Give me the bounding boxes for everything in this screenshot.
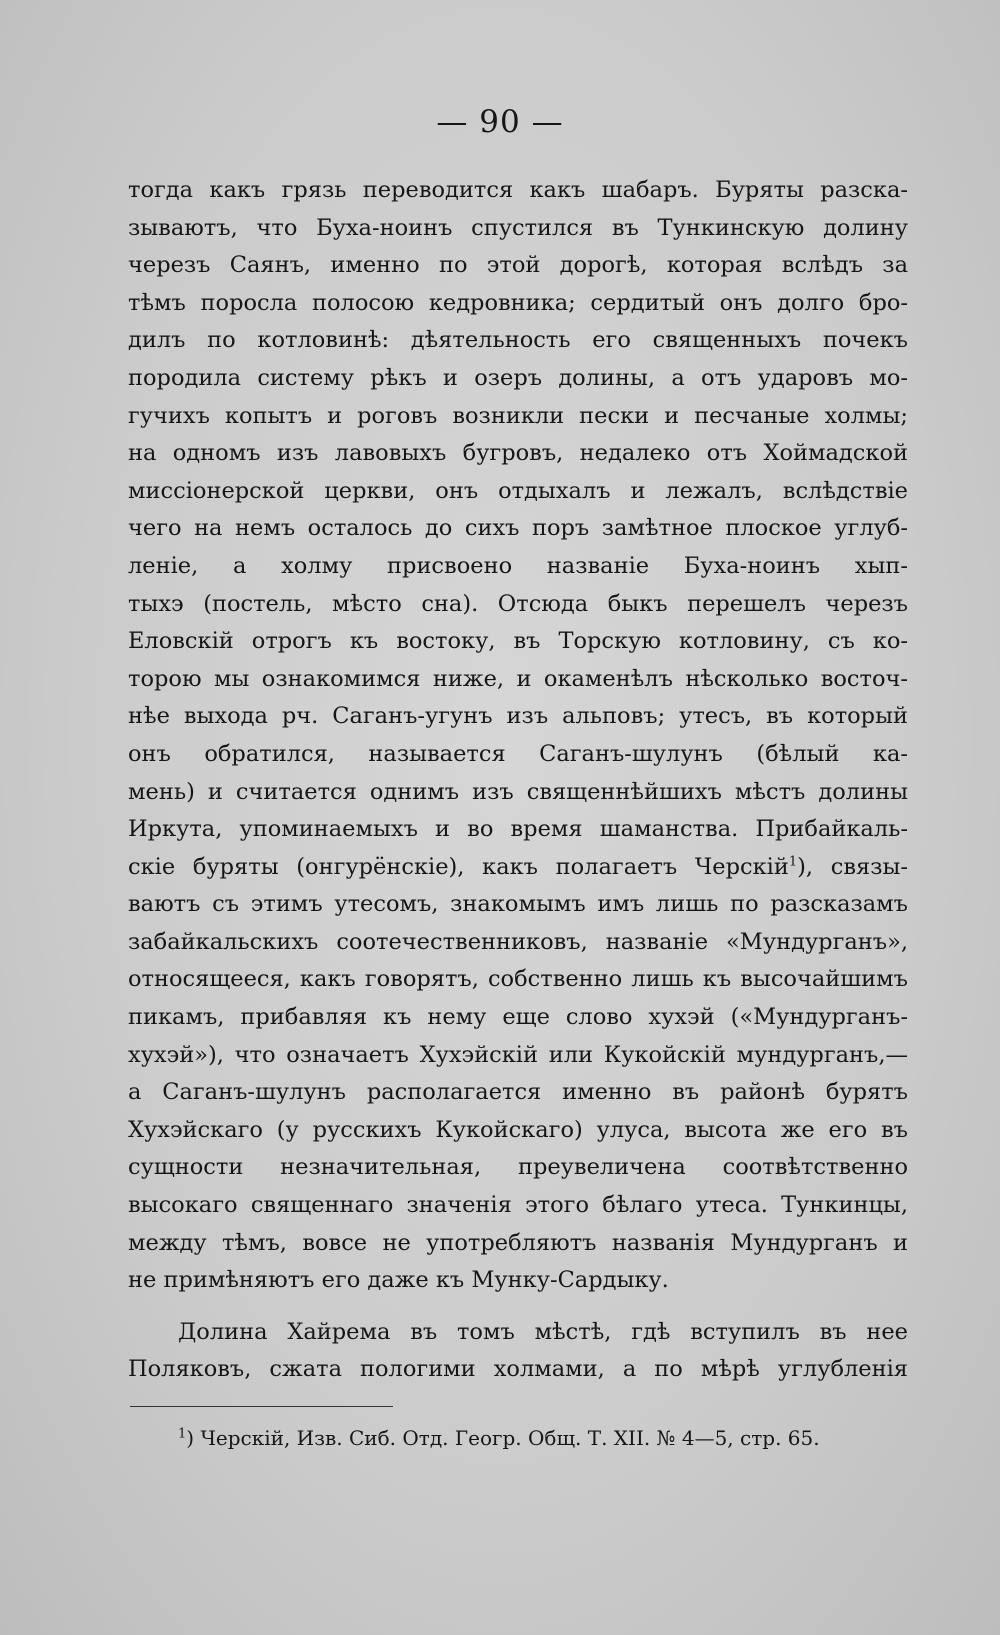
text-line: нѣе выхода рч. Саганъ-угунъ изъ альповъ; утесъ, въ который (128, 703, 908, 730)
footnote (178, 1426, 820, 1450)
text-line-with-footnote-ref (128, 849, 908, 887)
text-line: дилъ по котловинѣ: дѣятельность его священныхъ почекъ (128, 327, 908, 354)
text-line: ваютъ съ этимъ утесомъ, знакомымъ имъ лишь по разсказамъ (128, 891, 908, 918)
text-line: чего на немъ осталось до сихъ поръ замѣтное плоское углуб- (128, 515, 908, 542)
text-line: породила систему рѣкъ и озеръ долины, а отъ ударовъ мо- (128, 364, 908, 391)
text-line: высокаго священнаго значенія этого бѣлаго утеса. Тункинцы, (128, 1192, 908, 1219)
text-line: тогда какъ грязь переводится какъ шабаръ. Буряты разска- (128, 177, 908, 203)
text-line: а Саганъ-шулунъ располагается именно въ районѣ бурятъ (128, 1079, 908, 1106)
footnote-reference: 1 (788, 854, 798, 870)
footnote-text: ) Черскій, Изв. Сиб. Отд. Геогр. Общ. Т. XII. № 4—5, стр. 65. (186, 1426, 820, 1450)
text-line: хухэй»), что означаетъ Хухэйскій или Кукойскій мундурганъ,— (128, 1041, 908, 1068)
text-line: онъ обратился, называется Саганъ-шулунъ (бѣлый ка- (128, 740, 908, 767)
text-line: забайкальскихъ соотечественниковъ, названіе «Мундурганъ», (128, 928, 908, 955)
text-line: миссіонерской церкви, онъ отдыхалъ и лежалъ, вслѣдствіе (128, 477, 908, 504)
footnote-marker: 1 (178, 1426, 187, 1442)
text-line: торою мы ознакомимся ниже, и окаменѣлъ нѣсколько восточ- (128, 665, 908, 692)
text-line-head: скіе буряты (онгурёнскіе), какъ полагаетъ Черскій (128, 853, 789, 880)
text-line: Хухэйскаго (у русскихъ Кукойскаго) улуса, высота же его въ (128, 1116, 908, 1143)
text-line: сущности незначительная, преувеличена соотвѣтственно (128, 1154, 908, 1181)
page-number: — 90 — (436, 104, 564, 140)
text-line: леніе, а холму присвоено названіе Буха-ноинъ хып- (128, 552, 908, 579)
text-line: зываютъ, что Буха-ноинъ спустился въ Тункинскую долину (128, 214, 908, 241)
body-text (128, 172, 908, 1389)
text-line: между тѣмъ, вовсе не употребляютъ названія Мундурганъ и (128, 1229, 908, 1256)
text-line-tail: ), связы- (797, 853, 908, 880)
text-line: не примѣняютъ его даже къ Мунку-Сардыку. (128, 1267, 669, 1294)
text-line: пикамъ, прибавляя къ нему еще слово хухэй («Мундурганъ- (128, 1004, 908, 1031)
text-line: мень) и считается однимъ изъ священнѣйшихъ мѣстъ долины (128, 778, 908, 805)
text-line: гучихъ копытъ и роговъ возникли пески и песчаные холмы; (128, 402, 908, 429)
text-line: Еловскій отрогъ къ востоку, въ Торскую котловину, съ ко- (128, 628, 908, 655)
text-line: Поляковъ, сжата пологими холмами, а по мѣрѣ углубленія (128, 1356, 908, 1383)
text-line: тѣмъ поросла полосою кедровника; сердитый онъ долго бро- (128, 289, 908, 316)
footnote-divider (130, 1406, 393, 1407)
text-line: черезъ Саянъ, именно по этой дорогѣ, которая вслѣдъ за (128, 252, 908, 279)
text-line: относящееся, какъ говорятъ, собственно лишь къ высочайшимъ (128, 966, 908, 993)
text-line: Долина Хайрема въ томъ мѣстѣ, гдѣ вступилъ въ нее (178, 1318, 908, 1345)
text-line: тыхэ (постель, мѣсто сна). Отсюда быкъ перешелъ черезъ (128, 590, 908, 617)
text-line: Иркута, упоминаемыхъ и во время шаманства. Прибайкаль- (128, 816, 908, 843)
text-line: на одномъ изъ лавовыхъ бугровъ, недалеко отъ Хоймадской (128, 440, 908, 467)
